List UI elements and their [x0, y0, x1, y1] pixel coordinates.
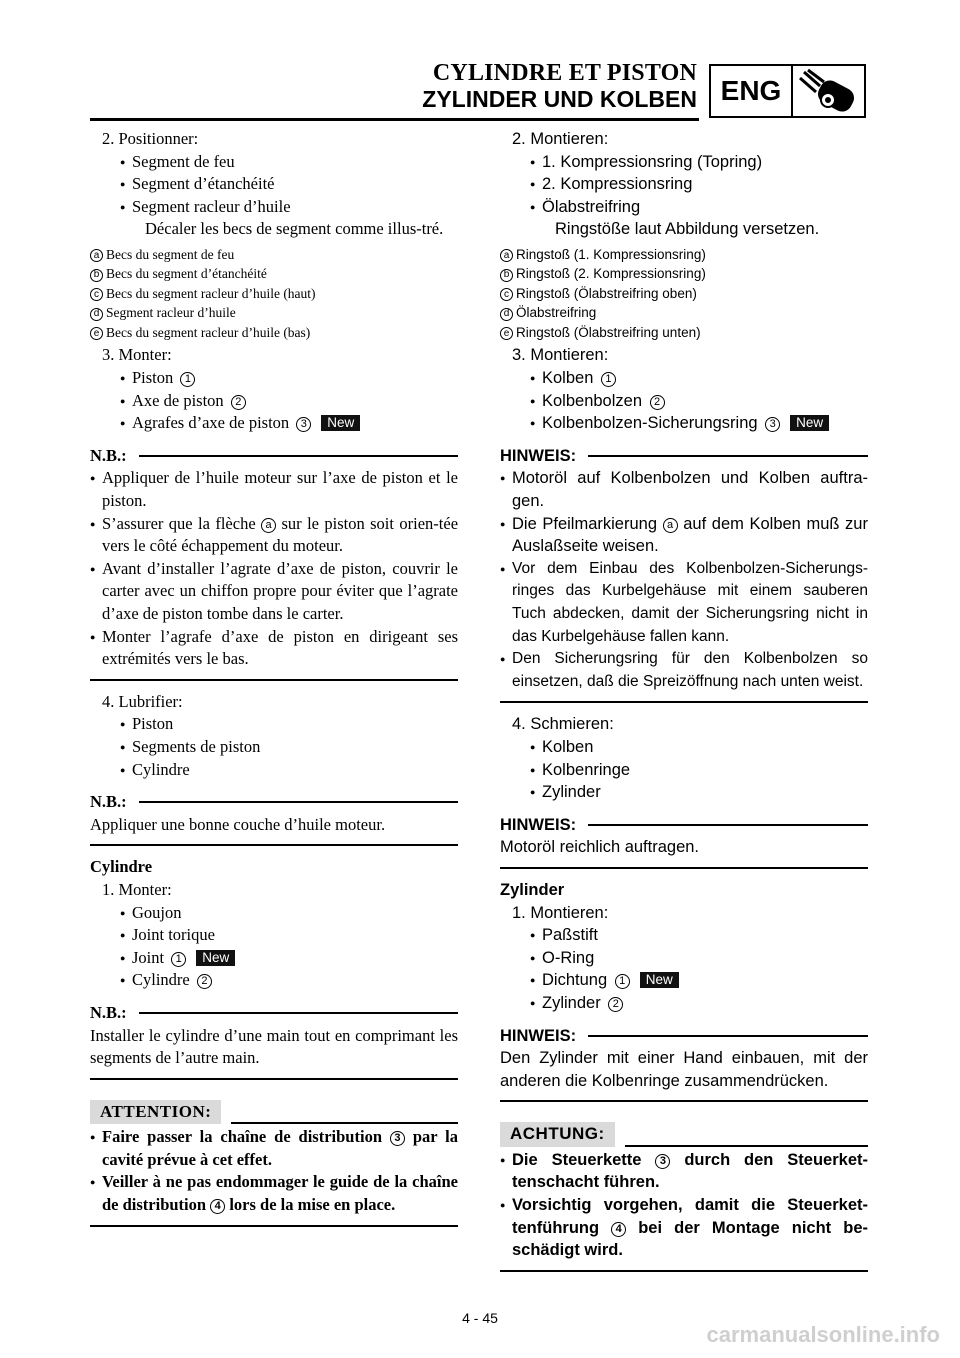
new-part-badge: New: [790, 415, 829, 431]
warning-header: ATTENTION:: [90, 1100, 458, 1125]
instruction-text: Décaler les becs de segment comme illus-tré.: [145, 219, 444, 239]
list-item: ● Kolben 1: [500, 367, 868, 390]
page-number: 4 - 45: [462, 1310, 498, 1326]
list-item: ● Joint 1 New: [90, 947, 458, 970]
callout-c: c: [90, 288, 103, 301]
list-item: ● Kolbenbolzen-Sicherungsring 3 New: [500, 412, 868, 435]
list-item: ● Agrafes d’axe de piston 3 New: [90, 412, 458, 435]
note-end-rule: [500, 1100, 868, 1102]
note-item: ● S’assurer que la flèche a sur le piston soit orien-tée vers le côté échappement du moteur.: [90, 513, 458, 558]
note-header: N.B.:: [90, 791, 458, 814]
callout-a: a: [261, 518, 276, 533]
step-label: 2. Positionner:: [102, 129, 199, 148]
ref-number: 4: [210, 1199, 225, 1214]
note-end-rule: [500, 701, 868, 703]
note-text: Den Zylinder mit einer Hand einbauen, mit der anderen die Kolbenringe zusammendrücken.: [500, 1049, 868, 1090]
watermark: carmanualsonline.info: [706, 1322, 940, 1347]
warning-item: ● Die Steuerkette 3 durch den Steuerket-tenschacht führen.: [500, 1149, 868, 1194]
note-text: Appliquer une bonne couche d’huile moteur.: [90, 814, 386, 834]
caption-row: a Becs du segment de feu: [90, 245, 458, 265]
step-label: 2. Montieren:: [512, 130, 609, 148]
list-item: ● Dichtung 1 New: [500, 969, 868, 992]
ref-number: 3: [390, 1131, 405, 1146]
note-text: Installer le cylindre d’une main tout en comprimant les segments de l’autre main.: [90, 1025, 458, 1068]
ref-number: 3: [765, 417, 780, 432]
list-item: ● Kolben: [500, 736, 868, 759]
step-label: 4. Schmieren:: [512, 715, 614, 734]
caption-row: d Segment racleur d’huile: [90, 303, 458, 323]
note-item: ● Vor dem Einbau des Kolbenbolzen-Sicherungs-ringes das Kurbelgehäuse mit einem sauberen Tuch abdecken, damit der Sicherungsring nicht in das Kurbelgehäuse fallen kann.: [500, 558, 868, 648]
list-item: ● Segment racleur d’huile: [90, 196, 458, 219]
ref-number: 1: [180, 372, 195, 387]
section-heading: Cylindre: [90, 857, 153, 877]
step-label: 3. Montieren:: [512, 346, 609, 365]
note-header: HINWEIS:: [500, 445, 868, 468]
ref-number: 2: [231, 395, 246, 410]
list-item: ● Cylindre 2: [90, 969, 458, 992]
new-part-badge: New: [640, 972, 679, 988]
callout-d: d: [500, 308, 513, 321]
list-item: ● Joint torique: [90, 924, 458, 947]
engine-piston-icon: [793, 66, 864, 116]
note-header: N.B.:: [90, 1002, 458, 1025]
note-item: ● Den Sicherungsring für den Kolbenbolzen so einsetzen, daß die Spreizöffnung nach unten weist.: [500, 648, 868, 693]
title-de: ZYLINDER UND KOLBEN: [422, 86, 697, 112]
column-french: [90, 128, 458, 1237]
list-item: ● O-Ring: [500, 947, 868, 970]
ref-number: 2: [608, 997, 623, 1012]
ref-number: 2: [197, 974, 212, 989]
ref-number: 3: [296, 417, 311, 432]
note-end-rule: [500, 867, 868, 869]
header-rule: [90, 118, 699, 121]
note-item: ● Appliquer de l’huile moteur sur l’axe de piston et le piston.: [90, 467, 458, 512]
note-text: Motoröl reichlich auftragen.: [500, 838, 700, 857]
list-item: ● Zylinder: [500, 781, 868, 804]
step-label: 4. Lubrifier:: [102, 691, 183, 711]
new-part-badge: New: [196, 950, 235, 966]
callout-a: a: [90, 249, 103, 262]
ref-number: 1: [601, 372, 616, 387]
list-item: ● Piston: [90, 713, 458, 736]
list-item: ● Cylindre: [90, 759, 458, 782]
step-label: 3. Monter:: [102, 345, 172, 365]
list-item: ● 2. Kompressionsring: [500, 173, 868, 196]
warning-end-rule: [500, 1270, 868, 1272]
title-fr: CYLINDRE ET PISTON: [432, 60, 697, 86]
new-part-badge: New: [321, 415, 360, 431]
section-heading: Zylinder: [500, 880, 565, 899]
step-label: 1. Monter:: [102, 879, 172, 899]
callout-e: e: [500, 327, 513, 340]
section-badge: [709, 64, 866, 118]
callout-b: b: [500, 269, 513, 282]
note-end-rule: [90, 844, 458, 846]
list-item: ● Zylinder 2: [500, 992, 868, 1015]
list-item: ● Paßstift: [500, 924, 868, 947]
list-item: ● Kolbenbolzen 2: [500, 390, 868, 413]
warning-item: ● Faire passer la chaîne de distribution 3 par la cavité prévue à cet effet.: [90, 1126, 458, 1171]
callout-e: e: [90, 327, 103, 340]
list-item: ● Segment d’étanchéité: [90, 173, 458, 196]
list-item: ● 1. Kompressionsring (Topring): [500, 151, 868, 174]
caption-row: c Becs du segment racleur d’huile (haut): [90, 284, 458, 304]
note-header: HINWEIS:: [500, 1025, 868, 1048]
list-item: ● Segments de piston: [90, 736, 458, 759]
callout-a: a: [500, 249, 513, 262]
list-item: ● Piston 1: [90, 367, 458, 390]
warning-end-rule: [90, 1225, 458, 1227]
caption-row: b Becs du segment d’étanchéité: [90, 264, 458, 284]
caption-row: b Ringstoß (2. Kompressionsring): [500, 264, 868, 284]
ref-number: 4: [611, 1222, 626, 1237]
ref-number: 1: [171, 952, 186, 967]
caption-row: d Ölabstreifring: [500, 303, 868, 323]
callout-a: a: [663, 518, 678, 533]
note-header: N.B.:: [90, 445, 458, 468]
ref-number: 2: [650, 395, 665, 410]
warning-item: ● Vorsichtig vorgehen, damit die Steuerket-tenführung 4 bei der Montage nicht be-schädigt wird.: [500, 1194, 868, 1262]
callout-b: b: [90, 269, 103, 282]
note-item: ● Avant d’installer l’agrate d’axe de piston, couvrir le carter avec un chiffon propre pour éviter que l’agrate d’axe de piston tombe dans le carter.: [90, 558, 458, 626]
caption-row: e Ringstoß (Ölabstreifring unten): [500, 323, 868, 343]
column-german: [500, 128, 868, 1282]
list-item: ● Axe de piston 2: [90, 390, 458, 413]
note-item: ● Monter l’agrafe d’axe de piston en dirigeant ses extrémités vers le bas.: [90, 626, 458, 671]
caption-row: a Ringstoß (1. Kompressionsring): [500, 245, 868, 265]
instruction-text: Ringstöße laut Abbildung versetzen.: [555, 220, 820, 239]
callout-c: c: [500, 288, 513, 301]
list-item: ● Ölabstreifring: [500, 196, 868, 219]
ref-number: 1: [615, 974, 630, 989]
lang-badge: ENG: [711, 66, 793, 116]
list-item: ● Kolbenringe: [500, 759, 868, 782]
callout-d: d: [90, 308, 103, 321]
ref-number: 3: [655, 1154, 670, 1169]
note-item: ● Motoröl auf Kolbenbolzen und Kolben auftra-gen.: [500, 467, 868, 512]
warning-item: ● Veiller à ne pas endommager le guide de la chaîne de distribution 4 lors de la mise en place.: [90, 1171, 458, 1216]
note-header: HINWEIS:: [500, 814, 868, 837]
step-label: 1. Montieren:: [512, 903, 609, 922]
note-item: ● Die Pfeilmarkierung a auf dem Kolben muß zur Auslaßseite weisen.: [500, 513, 868, 558]
note-end-rule: [90, 679, 458, 681]
list-item: ● Goujon: [90, 902, 458, 925]
list-item: ● Segment de feu: [90, 151, 458, 174]
note-end-rule: [90, 1078, 458, 1080]
caption-row: e Becs du segment racleur d’huile (bas): [90, 323, 458, 343]
caption-row: c Ringstoß (Ölabstreifring oben): [500, 284, 868, 304]
warning-header: ACHTUNG:: [500, 1122, 868, 1147]
